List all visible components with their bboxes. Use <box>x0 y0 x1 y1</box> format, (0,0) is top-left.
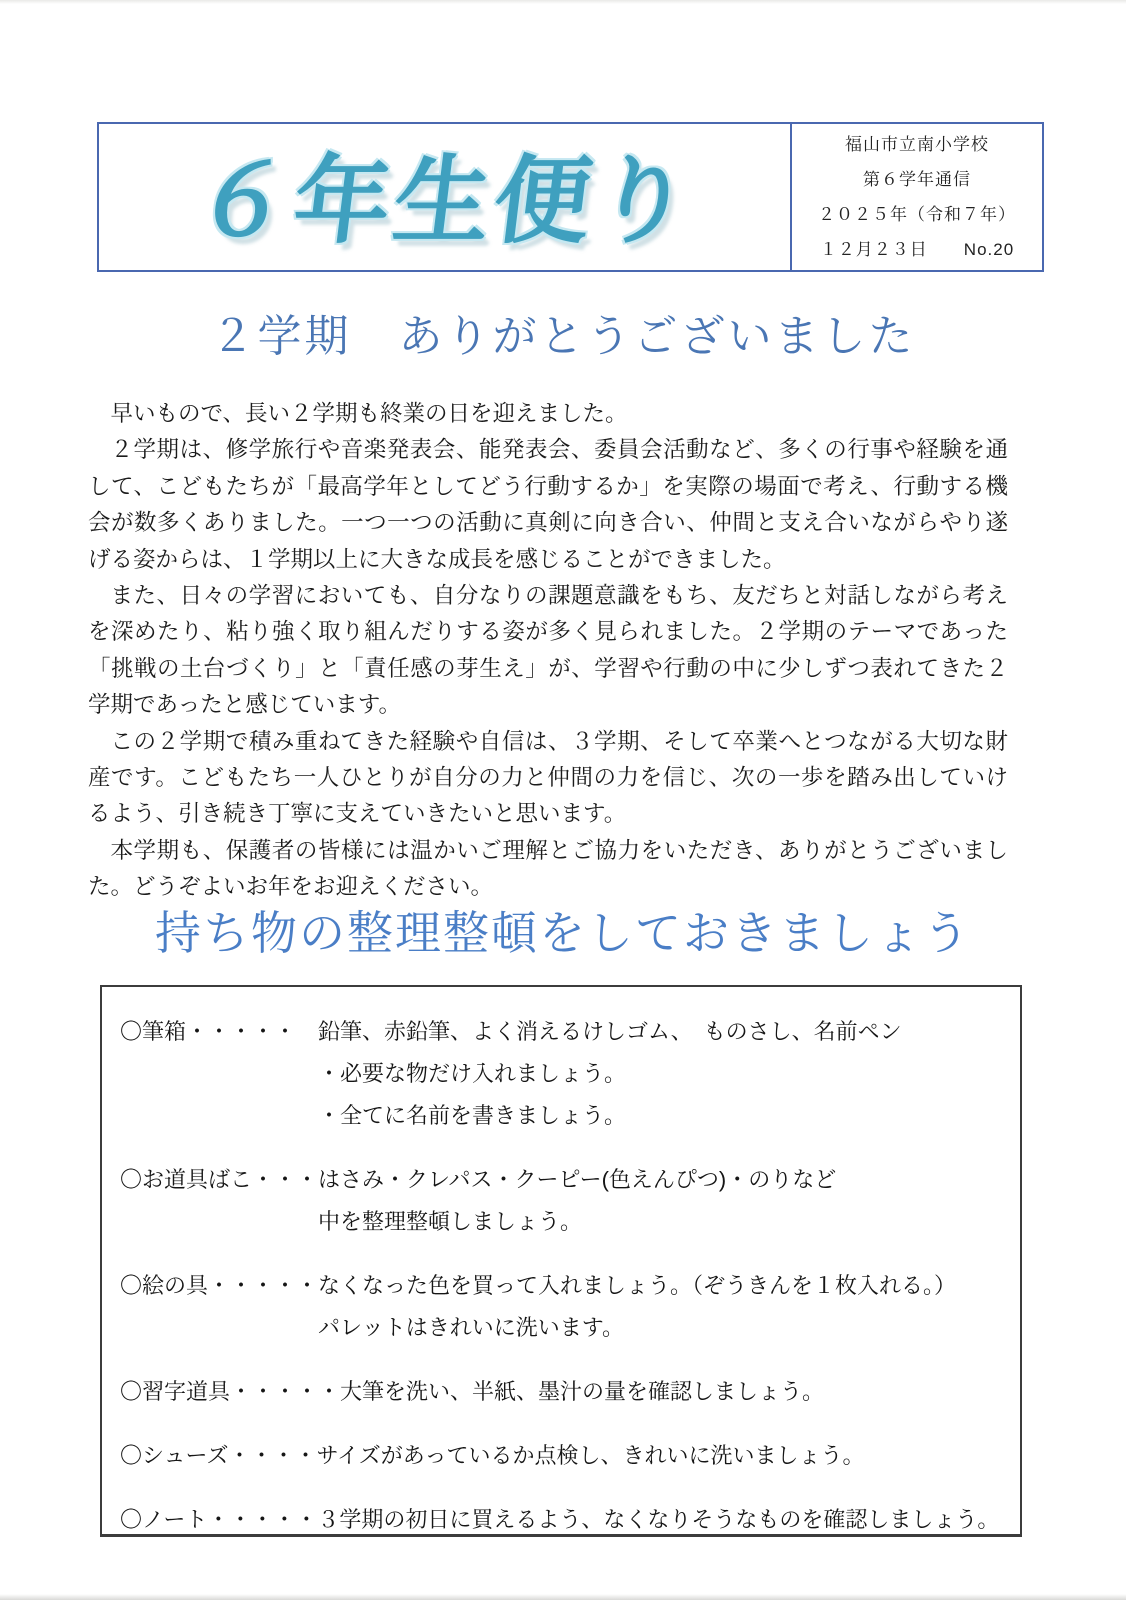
item-line: 〇シューズ・・・・サイズがあっているか点検し、きれいに洗いましょう。 <box>120 1443 865 1468</box>
issue-date-number: １２月２３日 No.20 <box>819 240 1015 259</box>
header-box <box>97 122 1044 272</box>
item-pencil-case <box>120 1011 1006 1137</box>
item-line: 〇お道具ばこ・・・はさみ・クレパス・クーピー(色えんぴつ)・のりなど <box>120 1167 837 1192</box>
issue-year: ２０２５年（令和７年） <box>818 205 1016 224</box>
scan-edge-bottom <box>0 1594 1126 1600</box>
item-shoes <box>120 1435 1006 1477</box>
item-tool-box <box>120 1159 1006 1243</box>
grade-newsletter-label: 第６学年通信 <box>863 170 971 189</box>
section1-body <box>88 396 1008 906</box>
newsletter-title: ６年生便り <box>187 147 701 255</box>
item-paints <box>120 1265 1006 1349</box>
item-line: 〇絵の具・・・・・なくなった色を買って入れましょう。（ぞうきんを１枚入れる。） <box>120 1273 957 1298</box>
title-area <box>99 124 790 270</box>
paragraph: この２学期で積み重ねてきた経験や自信は、３学期、そして卒業へとつながる大切な財産です。こどもたち一人ひとりが自分の力と仲間の力を信じ、次の一歩を踏み出していけるよう、引き続き丁寧に支えていきたいと思います。 <box>88 728 1008 827</box>
paragraph: ２学期は、修学旅行や音楽発表会、能発表会、委員会活動など、多くの行事や経験を通して、こどもたちが「最高学年としてどう行動するか」を実際の場面で考え、行動する機会が数多くありました。一つ一つの活動に真剣に向き合い、仲間と支え合いながらやり遂げる姿からは、１学期以上に大きな成長を感じることができました。 <box>88 437 1008 572</box>
item-line: ・全てに名前を書きましょう。 <box>120 1103 627 1128</box>
paragraph: 早いもので、長い２学期も終業の日を迎えました。 <box>110 401 628 426</box>
item-line: 〇習字道具・・・・・大筆を洗い、半紙、墨汁の量を確認しましょう。 <box>120 1379 825 1404</box>
paragraph: また、日々の学習においても、自分なりの課題意識をもち、友だちと対話しながら考えを深めたり、粘り強く取り組んだりする姿が多く見られました。２学期のテーマであった「挑戦の土台づくり」と「責任感の芽生え」が、学習や行動の中に少しずつ表れてきた２学期であったと感じています。 <box>88 583 1008 718</box>
school-info-block <box>790 124 1042 270</box>
belongings-checklist-box <box>100 985 1022 1537</box>
scan-edge-top <box>0 0 1126 4</box>
section2-heading: 持ち物の整理整頓をしておきましょう <box>155 907 971 959</box>
item-line: パレットはきれいに洗います。 <box>120 1315 625 1340</box>
paragraph: 本学期も、保護者の皆様には温かいご理解とご協力をいただき、ありがとうございました。どうぞよいお年をお迎えください。 <box>88 837 1008 900</box>
item-line: 〇ノート・・・・・３学期の初日に買えるよう、なくなりそうなものを確認しましょう。 <box>120 1507 1000 1532</box>
section1-heading: ２学期 ありがとうございました <box>210 312 916 361</box>
item-line: ・必要な物だけ入れましょう。 <box>120 1061 627 1086</box>
school-name: 福山市立南小学校 <box>845 135 989 154</box>
item-notebooks <box>120 1499 1006 1541</box>
item-calligraphy-set <box>120 1371 1006 1413</box>
item-line: 〇筆箱・・・・・ 鉛筆、赤鉛筆、よく消えるけしゴム、 ものさし、名前ペン <box>120 1019 902 1044</box>
item-line: 中を整理整頓しましょう。 <box>120 1209 583 1234</box>
